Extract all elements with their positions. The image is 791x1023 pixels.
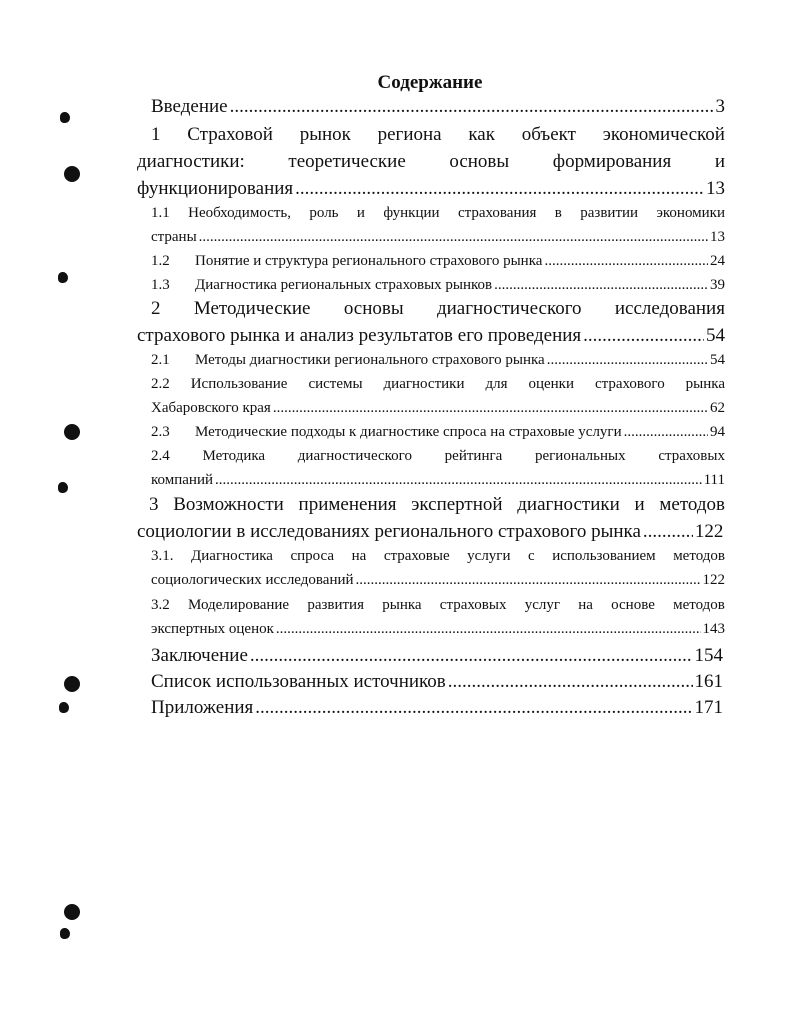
toc-page-number: 143 bbox=[702, 621, 725, 637]
toc-page-number: 13 bbox=[710, 229, 725, 245]
dot-leader bbox=[448, 671, 693, 693]
dot-leader bbox=[544, 253, 708, 270]
toc-chapter-2-line1: 2 Методические основы диагностического исследования bbox=[151, 298, 725, 319]
toc-section-3-2-line1: 3.2 Моделирование развития рынка страховых услуг на основе методов bbox=[151, 597, 725, 613]
binder-speck bbox=[60, 928, 70, 939]
toc-page-number: 122 bbox=[694, 521, 724, 542]
toc-page-number: 171 bbox=[694, 697, 723, 718]
binder-hole bbox=[64, 166, 80, 182]
toc-entry-appendix: Приложения ..... 171 bbox=[151, 697, 723, 719]
toc-chapter-3-line2: социологии в исследованиях регионального страхового рынка ..... 122 bbox=[137, 521, 725, 543]
toc-page-number: 54 bbox=[710, 352, 725, 368]
toc-section-3-1-line1: 3.1. Диагностика спроса на страховые услуги с использованием методов bbox=[151, 548, 725, 564]
toc-section-3-2-line2: экспертных оценок ..... 143 bbox=[151, 621, 725, 638]
toc-section-2-2-line1: 2.2 Использование системы диагностики для оценки страхового рынка bbox=[151, 376, 725, 392]
dot-leader bbox=[295, 178, 704, 200]
toc-chapter-1-line1: 1 Страховой рынок региона как объект экономической bbox=[151, 124, 725, 145]
toc-section-2-3: 2.3 Методические подходы к диагностике спроса на страховые услуги ..... 94 bbox=[151, 424, 725, 441]
dot-leader bbox=[494, 277, 708, 294]
dot-leader bbox=[255, 697, 692, 719]
toc-chapter-1-line2: диагностики: теоретические основы формирования и bbox=[137, 151, 725, 172]
toc-page-number: 161 bbox=[694, 671, 723, 692]
toc-page-number: 3 bbox=[715, 96, 725, 117]
dot-leader bbox=[250, 645, 693, 667]
dot-leader bbox=[583, 325, 704, 347]
toc-page-number: 39 bbox=[710, 277, 725, 293]
toc-entry-intro bbox=[151, 96, 725, 118]
page-title: Содержание bbox=[377, 72, 483, 93]
dot-leader bbox=[643, 521, 693, 543]
binder-hole bbox=[64, 424, 80, 440]
dot-leader bbox=[199, 229, 708, 246]
toc-section-1-1-line1: 1.1 Необходимость, роль и функции страхования в развитии экономики bbox=[151, 205, 725, 221]
toc-entry-conclusion: Заключение ..... 154 bbox=[151, 645, 723, 667]
dot-leader bbox=[273, 400, 708, 417]
binder-speck bbox=[58, 272, 68, 283]
toc-chapter-3-line1: 3 Возможности применения экспертной диагностики и методов bbox=[149, 494, 725, 515]
dot-leader bbox=[356, 572, 701, 589]
toc-page-number: 122 bbox=[702, 572, 725, 588]
toc-page-number: 62 bbox=[710, 400, 725, 416]
toc-page-number: 94 bbox=[710, 424, 725, 440]
toc-section-3-1-line2: социологических исследований ..... 122 bbox=[151, 572, 725, 589]
binder-hole bbox=[64, 676, 80, 692]
toc-page-number: 111 bbox=[703, 472, 725, 488]
toc-section-2-4-line1: 2.4 Методика диагностического рейтинга региональных страховых bbox=[151, 448, 725, 464]
binder-speck bbox=[58, 482, 68, 493]
toc-entry-text: Введение bbox=[151, 96, 228, 117]
toc-section-1-2: 1.2 Понятие и структура регионального страхового рынка ..... 24 bbox=[151, 253, 725, 270]
toc-section-2-4-line2: компаний ..... 111 bbox=[151, 472, 725, 489]
toc-section-2-1: 2.1 Методы диагностики регионального страхового рынка ..... 54 bbox=[151, 352, 725, 369]
toc-section-1-1-line2: страны ..... 13 bbox=[151, 229, 725, 246]
toc-page-number: 154 bbox=[694, 645, 723, 666]
dot-leader bbox=[276, 621, 701, 638]
toc-page-number: 54 bbox=[706, 325, 725, 346]
binder-speck bbox=[59, 702, 69, 713]
dot-leader bbox=[215, 472, 702, 489]
toc-entry-sources: Список использованных источников ..... 161 bbox=[151, 671, 723, 693]
binder-speck bbox=[60, 112, 70, 123]
binder-hole bbox=[64, 904, 80, 920]
toc-section-2-2-line2: Хабаровского края ..... 62 bbox=[151, 400, 725, 417]
toc-chapter-1-line3: функционирования ..... 13 bbox=[137, 178, 725, 200]
toc-chapter-2-line2: страхового рынка и анализ результатов его проведения ..... 54 bbox=[137, 325, 725, 347]
toc-section-1-3: 1.3 Диагностика региональных страховых рынков ..... 39 bbox=[151, 277, 725, 294]
toc-page-number: 13 bbox=[706, 178, 725, 199]
dot-leader bbox=[624, 424, 708, 441]
dot-leader bbox=[547, 352, 708, 369]
dot-leader bbox=[230, 96, 714, 118]
toc-page-number: 24 bbox=[710, 253, 725, 269]
